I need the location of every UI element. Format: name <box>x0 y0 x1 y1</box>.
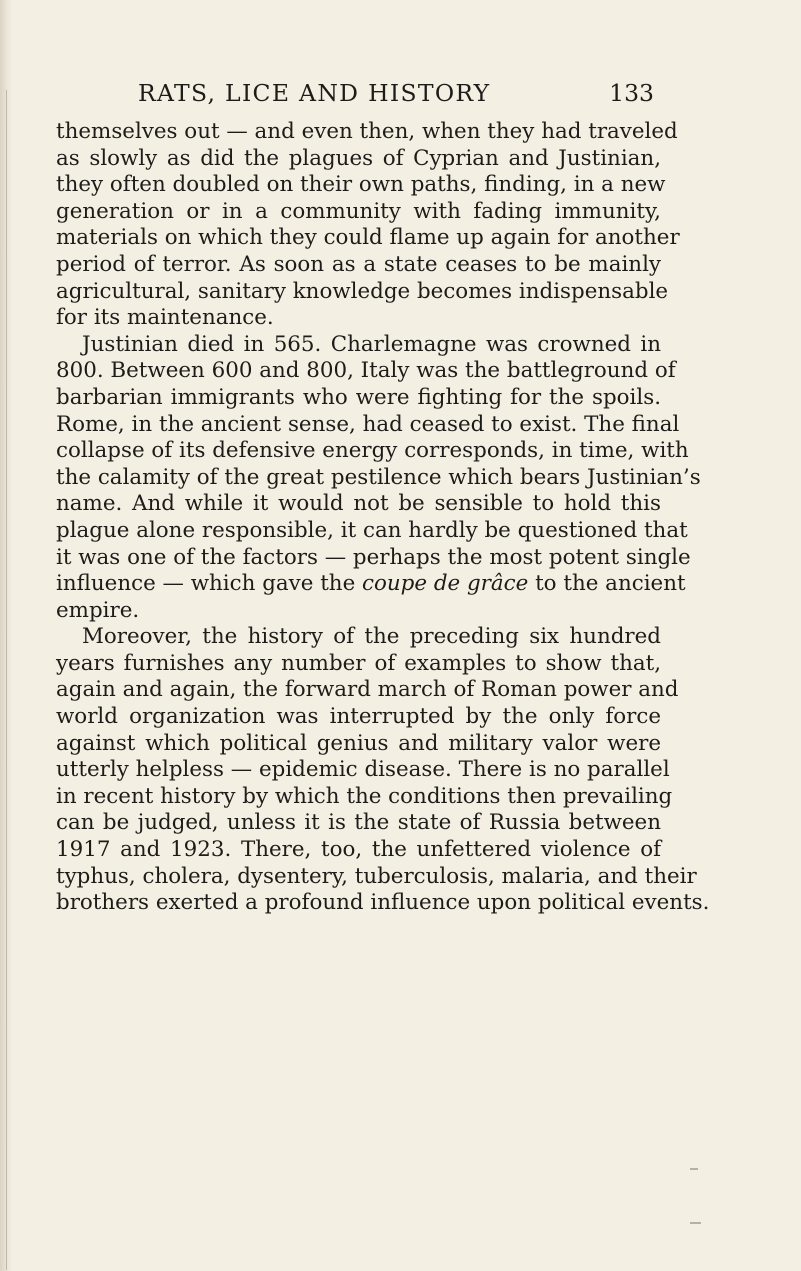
paragraph <box>56 119 680 332</box>
text-line: influence — which gave the coupe de grâce to the ancient <box>56 571 686 597</box>
text-line: empire. <box>56 597 140 623</box>
text-line: generation or in a community with fading immunity, <box>56 198 661 224</box>
text-line: utterly helpless — epidemic disease. There is no parallel <box>56 757 670 783</box>
text-line: plague alone responsible, it can hardly be questioned that <box>56 517 688 543</box>
paragraph <box>56 331 701 625</box>
text-line: themselves out — and even then, when they had traveled <box>56 119 678 144</box>
text-line: 1917 and 1923. There, too, the unfettered violence of <box>56 837 661 863</box>
binding-gutter <box>0 0 12 1271</box>
text-line: again and again, the forward march of Roman power and <box>56 677 679 703</box>
text-line: materials on which they could flame up again for another <box>56 225 680 251</box>
page-number: 133 <box>609 79 654 107</box>
text-line: period of terror. As soon as a state ceases to be mainly <box>56 251 661 277</box>
running-title: RATS, LICE AND HISTORY <box>138 79 491 107</box>
scan-mark <box>690 1168 698 1170</box>
text-line: they often doubled on their own paths, finding, in a new <box>56 172 666 198</box>
italic-phrase: coupe de grâce <box>362 571 529 597</box>
text-line: it was one of the factors — perhaps the most potent single <box>56 544 691 570</box>
text-line: collapse of its defensive energy corresponds, in time, with <box>56 438 689 464</box>
text-line: world organization was interrupted by the only force <box>56 704 661 730</box>
text-line: 800. Between 600 and 800, Italy was the battleground of <box>56 358 676 384</box>
text-line: barbarian immigrants who were fighting for the spoils. <box>56 384 661 410</box>
text-line: for its maintenance. <box>56 305 274 331</box>
text-line: Justinian died in 565. Charlemagne was crowned in <box>82 331 661 357</box>
text-line: years furnishes any number of examples to show that, <box>56 650 661 676</box>
running-head <box>138 76 654 110</box>
text-line: typhus, cholera, dysentery, tuberculosis, malaria, and their <box>56 863 697 889</box>
text-line: Moreover, the history of the preceding six hundred <box>82 624 661 650</box>
text-line: brothers exerted a profound influence upon political events. <box>56 890 710 916</box>
text-line: against which political genius and military valor were <box>56 730 661 756</box>
scan-mark <box>690 1222 701 1224</box>
text-line: in recent history by which the conditions then prevailing <box>56 783 673 809</box>
text-line: name. And while it would not be sensible to hold this <box>56 491 661 517</box>
text-line: the calamity of the great pestilence which bears Justinian’s <box>56 464 701 490</box>
text-line: as slowly as did the plagues of Cyprian and Justinian, <box>56 145 661 171</box>
body-text <box>56 119 710 917</box>
text-line: Rome, in the ancient sense, had ceased to exist. The final <box>56 411 680 437</box>
gutter-edge-line <box>6 90 7 1270</box>
text-line: agricultural, sanitary knowledge becomes indispensable <box>56 278 669 304</box>
text-line: can be judged, unless it is the state of Russia between <box>56 810 661 836</box>
paragraph <box>56 624 710 917</box>
